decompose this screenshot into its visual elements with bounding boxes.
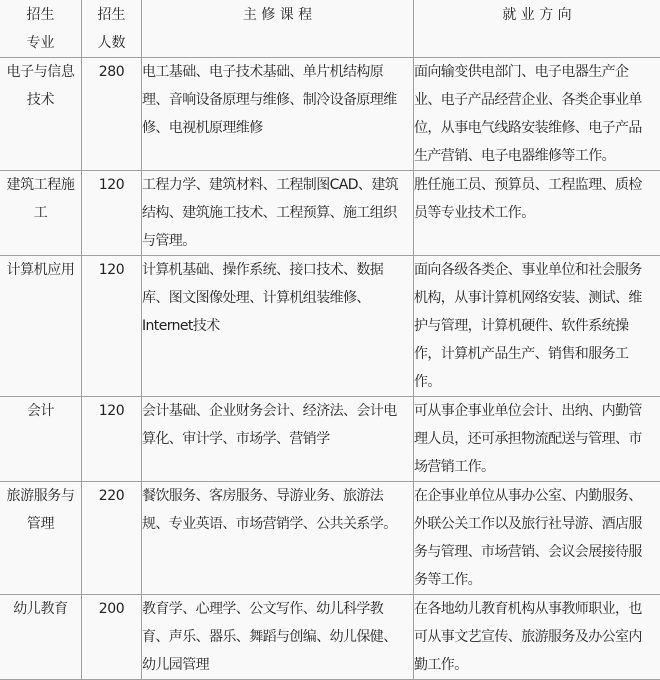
courses-cell-line: 教育学、心理学、公文写作、幼儿科学教	[142, 595, 413, 623]
table-row	[0, 482, 660, 595]
courses-cell	[142, 397, 414, 482]
courses-cell	[142, 58, 414, 171]
courses-cell-line: 库、图文图像处理、计算机组装维修、	[142, 284, 413, 312]
jobs-cell-line: 护与管理，计算机硬件、软件系统操	[414, 312, 660, 340]
major-cell-line: 管理	[0, 510, 81, 538]
jobs-cell	[414, 482, 660, 595]
count-cell-value: 220	[82, 482, 141, 510]
major-cell	[0, 58, 82, 171]
count-cell-value: 120	[82, 256, 141, 284]
major-cell-line: 建筑工程施	[0, 171, 81, 199]
courses-cell	[142, 171, 414, 256]
courses-cell-line: 修、电视机原理维修	[142, 114, 413, 142]
jobs-cell-line: 机构，从事计算机网络安装、测试、维	[414, 284, 660, 312]
courses-cell-line: 工程力学、建筑材料、工程制图CAD、建筑	[142, 171, 413, 199]
jobs-cell-line: 在各地幼儿教育机构从事教师职业，也	[414, 595, 660, 623]
courses-cell-line: 与管理。	[142, 227, 413, 255]
jobs-cell-line: 务与管理、市场营销、会议会展接待服	[414, 538, 660, 566]
table-row	[0, 256, 660, 397]
table-row	[0, 58, 660, 171]
jobs-cell	[414, 397, 660, 482]
jobs-cell-line: 作，计算机产品生产、销售和服务工	[414, 340, 660, 368]
jobs-cell-line: 可从事文艺宣传、旅游服务及办公室内	[414, 623, 660, 651]
count-cell-value: 200	[82, 595, 141, 623]
jobs-cell-line: 务等工作。	[414, 566, 660, 594]
header-major	[0, 0, 82, 58]
header-courses: 主 修 课 程	[142, 0, 414, 58]
table-row	[0, 397, 660, 482]
jobs-cell-line: 场营销工作。	[414, 453, 660, 481]
courses-cell	[142, 256, 414, 397]
count-cell	[82, 58, 142, 171]
courses-cell	[142, 482, 414, 595]
courses-cell-line: 计算机基础、操作系统、接口技术、数据	[142, 256, 413, 284]
count-cell	[82, 595, 142, 680]
courses-cell-line: 规、专业英语、市场营销学、公共关系学。	[142, 510, 413, 538]
count-cell-value: 120	[82, 397, 141, 425]
jobs-cell-line: 作。	[414, 368, 660, 396]
major-cell-line: 电子与信息	[0, 58, 81, 86]
major-cell-line: 工	[0, 199, 81, 227]
major-cell	[0, 482, 82, 595]
major-cell-line: 幼儿教育	[0, 595, 81, 623]
header-count-line: 招生	[82, 1, 141, 29]
courses-cell	[142, 595, 414, 680]
major-cell-line: 技术	[0, 86, 81, 114]
jobs-cell	[414, 256, 660, 397]
count-cell	[82, 256, 142, 397]
header-row	[0, 0, 660, 58]
courses-cell-line: 电工基础、电子技术基础、单片机结构原	[142, 58, 413, 86]
courses-cell-line: 会计基础、企业财务会计、经济法、会计电	[142, 397, 413, 425]
jobs-cell-line: 外联公关工作以及旅行社导游、酒店服	[414, 510, 660, 538]
courses-cell-line: 算化、审计学、市场学、营销学	[142, 425, 413, 453]
jobs-cell	[414, 171, 660, 256]
jobs-cell-line: 可从事企事业单位会计、出纳、内勤管	[414, 397, 660, 425]
jobs-cell-line: 在企事业单位从事办公室、内勤服务、	[414, 482, 660, 510]
jobs-cell-line: 面向各级各类企、事业单位和社会服务	[414, 256, 660, 284]
courses-cell-line: 幼儿园管理	[142, 651, 413, 679]
jobs-cell-line: 胜任施工员、预算员、工程监理、质检	[414, 171, 660, 199]
count-cell	[82, 482, 142, 595]
table-row	[0, 595, 660, 680]
header-major-line: 专业	[0, 29, 81, 57]
major-cell	[0, 171, 82, 256]
header-major-line: 招生	[0, 1, 81, 29]
header-jobs: 就 业 方 向	[414, 0, 660, 58]
courses-cell-line: Internet技术	[142, 312, 413, 340]
jobs-cell-line: 理人员，还可承担物流配送与管理、市	[414, 425, 660, 453]
jobs-cell	[414, 58, 660, 171]
jobs-cell-line: 生产营销、电子电器维修等工作。	[414, 142, 660, 170]
count-cell	[82, 397, 142, 482]
courses-cell-line: 育、声乐、器乐、舞蹈与创编、幼儿保健、	[142, 623, 413, 651]
major-cell-line: 旅游服务与	[0, 482, 81, 510]
header-count-line: 人数	[82, 29, 141, 57]
jobs-cell-line: 勤工作。	[414, 651, 660, 679]
header-count	[82, 0, 142, 58]
jobs-cell-line: 业、电子产品经营企业、各类企事业单	[414, 86, 660, 114]
jobs-cell-line: 位，从事电气线路安装维修、电子产品	[414, 114, 660, 142]
major-cell	[0, 256, 82, 397]
major-cell	[0, 397, 82, 482]
jobs-cell	[414, 595, 660, 680]
major-cell	[0, 595, 82, 680]
jobs-cell-line: 面向输变供电部门、电子电器生产企	[414, 58, 660, 86]
courses-cell-line: 理、音响设备原理与维修、制冷设备原理维	[142, 86, 413, 114]
table-row	[0, 171, 660, 256]
jobs-cell-line: 员等专业技术工作。	[414, 199, 660, 227]
courses-cell-line: 结构、建筑施工技术、工程预算、施工组织	[142, 199, 413, 227]
count-cell-value: 120	[82, 171, 141, 199]
major-cell-line: 计算机应用	[0, 256, 81, 284]
courses-cell-line: 餐饮服务、客房服务、导游业务、旅游法	[142, 482, 413, 510]
major-cell-line: 会计	[0, 397, 81, 425]
count-cell	[82, 171, 142, 256]
count-cell-value: 280	[82, 58, 141, 86]
